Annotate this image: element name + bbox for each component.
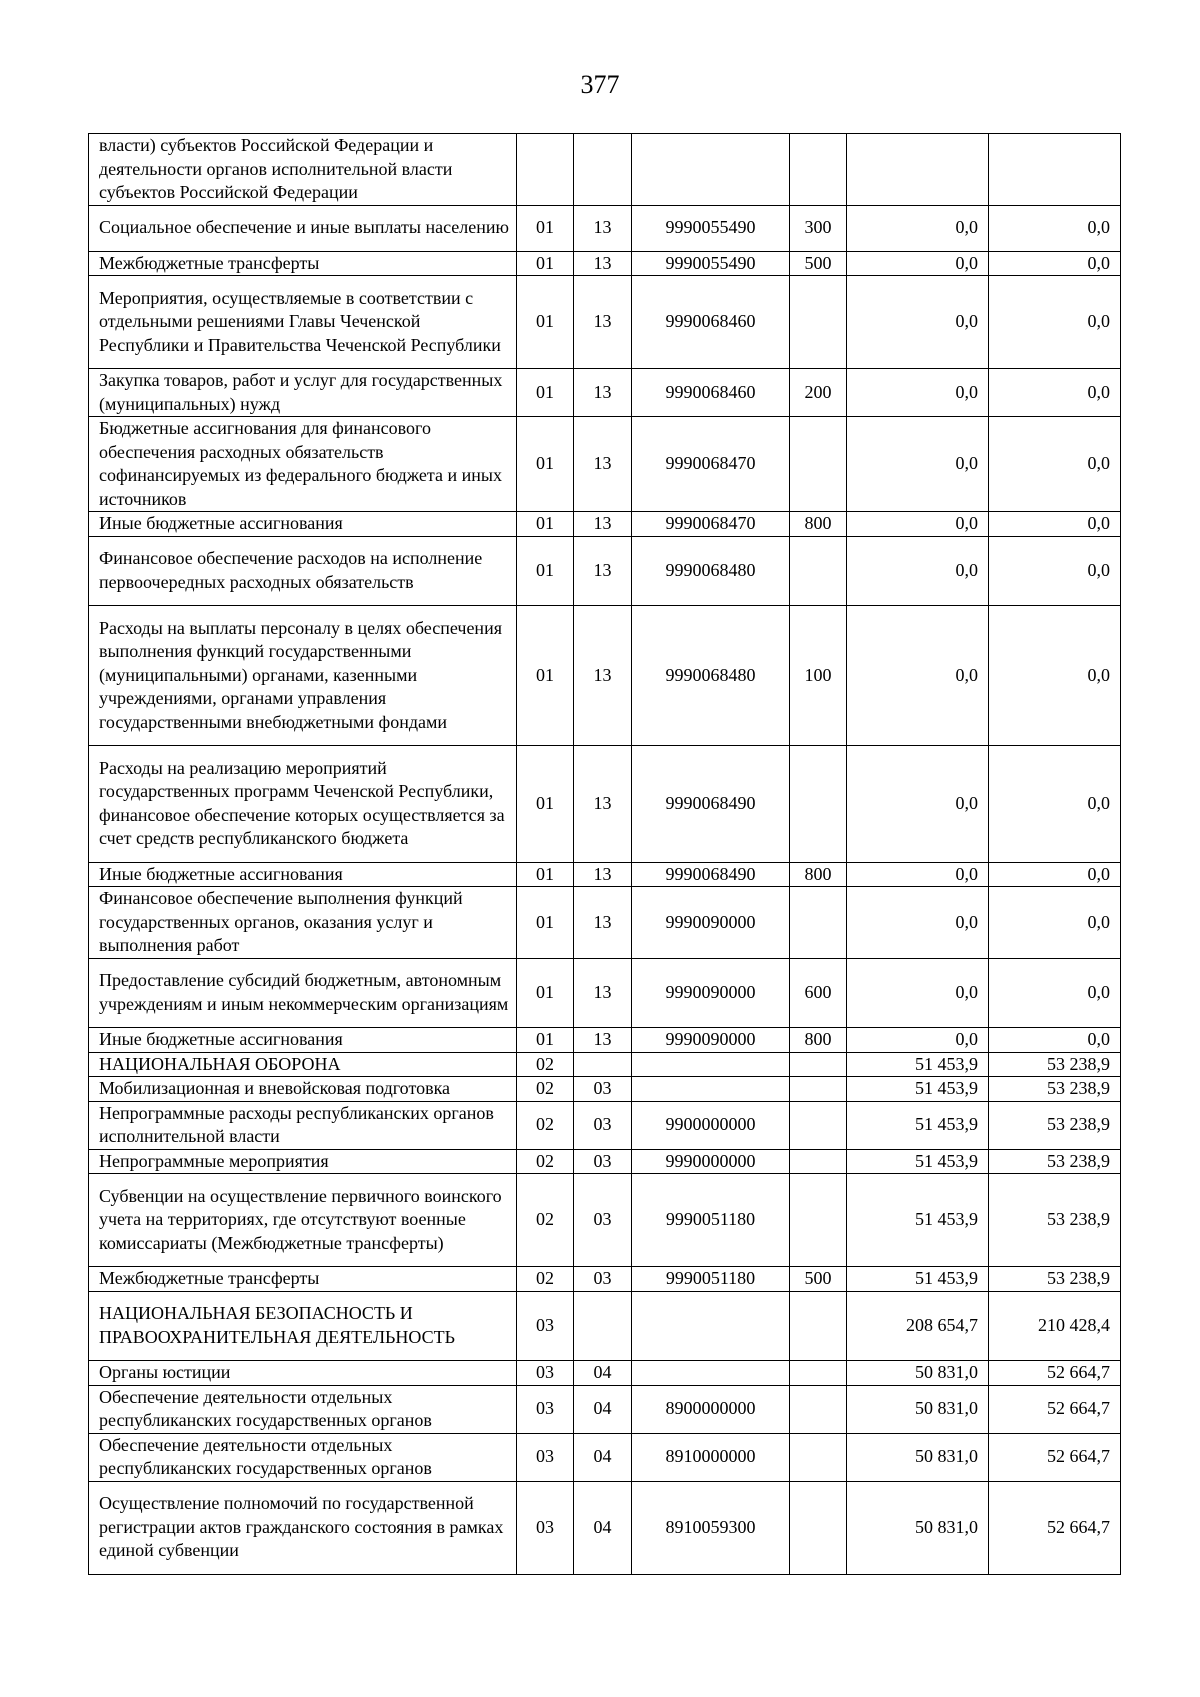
row-name-cell: НАЦИОНАЛЬНАЯ БЕЗОПАСНОСТЬ И ПРАВООХРАНИТЕЛЬНАЯ ДЕЯТЕЛЬНОСТЬ [89, 1291, 517, 1361]
target-article-cell: 8910000000 [632, 1433, 790, 1481]
table-row [89, 1267, 1121, 1292]
row-name-cell: Мероприятия, осуществляемые в соответствии с отдельными решениями Главы Чеченской Республики и Правительства Чеченской Республики [89, 276, 517, 369]
amount-year2-cell: 53 238,9 [989, 1077, 1121, 1102]
amount-year1-cell: 0,0 [847, 276, 989, 369]
row-name-cell: Обеспечение деятельности отдельных республиканских государственных органов [89, 1385, 517, 1433]
subsection-code-cell: 13 [574, 606, 632, 746]
section-code-cell: 01 [517, 1028, 574, 1053]
target-article-cell [632, 1077, 790, 1102]
section-code-cell: 02 [517, 1267, 574, 1292]
table-row [89, 1433, 1121, 1481]
table-row [89, 369, 1121, 417]
target-article-cell: 9990068470 [632, 417, 790, 512]
expense-type-cell [790, 536, 847, 606]
expense-type-cell: 500 [790, 1267, 847, 1292]
amount-year2-cell: 53 238,9 [989, 1149, 1121, 1174]
section-code-cell: 02 [517, 1077, 574, 1102]
target-article-cell: 8900000000 [632, 1385, 790, 1433]
target-article-cell: 9990068460 [632, 276, 790, 369]
target-article-cell: 9990055490 [632, 205, 790, 251]
row-name-cell: Мобилизационная и вневойсковая подготовка [89, 1077, 517, 1102]
amount-year1-cell: 51 453,9 [847, 1052, 989, 1077]
amount-year1-cell: 0,0 [847, 251, 989, 276]
table-row [89, 1101, 1121, 1149]
amount-year2-cell: 0,0 [989, 205, 1121, 251]
table-row [89, 1052, 1121, 1077]
amount-year1-cell: 0,0 [847, 746, 989, 863]
amount-year2-cell: 53 238,9 [989, 1101, 1121, 1149]
section-code-cell: 02 [517, 1174, 574, 1267]
row-name-cell: Бюджетные ассигнования для финансового обеспечения расходных обязательств софинансируемых из федерального бюджета и иных источников [89, 417, 517, 512]
table-row [89, 205, 1121, 251]
target-article-cell: 9990068480 [632, 606, 790, 746]
row-name-cell: Финансовое обеспечение выполнения функций государственных органов, оказания услуг и выполнения работ [89, 887, 517, 959]
amount-year1-cell: 0,0 [847, 606, 989, 746]
amount-year1-cell: 51 453,9 [847, 1077, 989, 1102]
target-article-cell [632, 1052, 790, 1077]
table-row [89, 1077, 1121, 1102]
expense-type-cell: 200 [790, 369, 847, 417]
table-row [89, 887, 1121, 959]
subsection-code-cell: 03 [574, 1149, 632, 1174]
target-article-cell [632, 134, 790, 206]
row-name-cell: Субвенции на осуществление первичного воинского учета на территориях, где отсутствуют военные комиссариаты (Межбюджетные трансферты) [89, 1174, 517, 1267]
section-code-cell: 01 [517, 746, 574, 863]
table-row [89, 606, 1121, 746]
amount-year2-cell: 52 664,7 [989, 1433, 1121, 1481]
expense-type-cell [790, 1361, 847, 1386]
section-code-cell: 01 [517, 606, 574, 746]
amount-year2-cell: 0,0 [989, 746, 1121, 863]
row-name-cell: Непрограммные мероприятия [89, 1149, 517, 1174]
subsection-code-cell: 13 [574, 251, 632, 276]
expense-type-cell [790, 276, 847, 369]
amount-year2-cell: 0,0 [989, 276, 1121, 369]
expense-type-cell [790, 1174, 847, 1267]
table-row [89, 746, 1121, 863]
subsection-code-cell: 13 [574, 369, 632, 417]
amount-year1-cell: 51 453,9 [847, 1149, 989, 1174]
section-code-cell: 03 [517, 1433, 574, 1481]
table-body [89, 134, 1121, 1575]
expense-type-cell [790, 746, 847, 863]
amount-year1-cell: 50 831,0 [847, 1385, 989, 1433]
amount-year1-cell: 51 453,9 [847, 1101, 989, 1149]
amount-year2-cell: 0,0 [989, 862, 1121, 887]
target-article-cell: 9990068490 [632, 862, 790, 887]
amount-year2-cell: 52 664,7 [989, 1481, 1121, 1574]
section-code-cell [517, 134, 574, 206]
row-name-cell: Обеспечение деятельности отдельных республиканских государственных органов [89, 1433, 517, 1481]
amount-year1-cell: 0,0 [847, 369, 989, 417]
target-article-cell: 9990000000 [632, 1149, 790, 1174]
amount-year1-cell: 0,0 [847, 862, 989, 887]
amount-year2-cell: 0,0 [989, 958, 1121, 1028]
amount-year2-cell: 0,0 [989, 251, 1121, 276]
expense-type-cell: 800 [790, 512, 847, 537]
section-code-cell: 01 [517, 512, 574, 537]
row-name-cell: Межбюджетные трансферты [89, 251, 517, 276]
amount-year2-cell: 52 664,7 [989, 1361, 1121, 1386]
section-code-cell: 01 [517, 887, 574, 959]
subsection-code-cell [574, 1291, 632, 1361]
amount-year1-cell: 0,0 [847, 536, 989, 606]
target-article-cell: 9990090000 [632, 1028, 790, 1053]
expense-type-cell [790, 1101, 847, 1149]
row-name-cell: власти) субъектов Российской Федерации и деятельности органов исполнительной власти субъектов Российской Федерации [89, 134, 517, 206]
expense-type-cell [790, 417, 847, 512]
table-row [89, 1361, 1121, 1386]
expense-type-cell: 800 [790, 1028, 847, 1053]
target-article-cell: 9990055490 [632, 251, 790, 276]
amount-year2-cell: 0,0 [989, 887, 1121, 959]
expense-type-cell [790, 1149, 847, 1174]
amount-year2-cell: 210 428,4 [989, 1291, 1121, 1361]
target-article-cell: 9990068480 [632, 536, 790, 606]
budget-table [88, 133, 1121, 1575]
table-row [89, 1385, 1121, 1433]
subsection-code-cell: 13 [574, 958, 632, 1028]
section-code-cell: 01 [517, 276, 574, 369]
section-code-cell: 01 [517, 417, 574, 512]
section-code-cell: 03 [517, 1361, 574, 1386]
section-code-cell: 03 [517, 1291, 574, 1361]
table-row [89, 512, 1121, 537]
subsection-code-cell: 13 [574, 417, 632, 512]
table-row [89, 134, 1121, 206]
amount-year1-cell: 0,0 [847, 887, 989, 959]
amount-year1-cell: 0,0 [847, 958, 989, 1028]
table-row [89, 1028, 1121, 1053]
amount-year1-cell: 0,0 [847, 205, 989, 251]
subsection-code-cell: 13 [574, 276, 632, 369]
table-row [89, 251, 1121, 276]
table-row [89, 276, 1121, 369]
section-code-cell: 01 [517, 862, 574, 887]
table-row [89, 958, 1121, 1028]
expense-type-cell: 300 [790, 205, 847, 251]
page-number: 377 [580, 70, 620, 99]
target-article-cell: 9990090000 [632, 958, 790, 1028]
expense-type-cell [790, 1385, 847, 1433]
section-code-cell: 01 [517, 369, 574, 417]
amount-year2-cell: 53 238,9 [989, 1052, 1121, 1077]
amount-year2-cell: 0,0 [989, 417, 1121, 512]
table-row [89, 1291, 1121, 1361]
row-name-cell: Предоставление субсидий бюджетным, автономным учреждениям и иным некоммерческим организациям [89, 958, 517, 1028]
target-article-cell: 9990051180 [632, 1174, 790, 1267]
amount-year1-cell [847, 134, 989, 206]
amount-year2-cell: 52 664,7 [989, 1385, 1121, 1433]
target-article-cell: 9990090000 [632, 887, 790, 959]
row-name-cell: Финансовое обеспечение расходов на исполнение первоочередных расходных обязательств [89, 536, 517, 606]
row-name-cell: НАЦИОНАЛЬНАЯ ОБОРОНА [89, 1052, 517, 1077]
row-name-cell: Органы юстиции [89, 1361, 517, 1386]
target-article-cell: 8910059300 [632, 1481, 790, 1574]
section-code-cell: 01 [517, 205, 574, 251]
expense-type-cell: 800 [790, 862, 847, 887]
subsection-code-cell: 13 [574, 205, 632, 251]
subsection-code-cell [574, 1052, 632, 1077]
section-code-cell: 02 [517, 1052, 574, 1077]
section-code-cell: 01 [517, 958, 574, 1028]
subsection-code-cell: 03 [574, 1077, 632, 1102]
subsection-code-cell: 13 [574, 887, 632, 959]
amount-year2-cell: 0,0 [989, 1028, 1121, 1053]
amount-year1-cell: 50 831,0 [847, 1361, 989, 1386]
amount-year1-cell: 0,0 [847, 417, 989, 512]
subsection-code-cell: 13 [574, 536, 632, 606]
amount-year1-cell: 50 831,0 [847, 1433, 989, 1481]
target-article-cell [632, 1361, 790, 1386]
amount-year1-cell: 51 453,9 [847, 1267, 989, 1292]
subsection-code-cell: 04 [574, 1481, 632, 1574]
table-row [89, 1481, 1121, 1574]
expense-type-cell [790, 887, 847, 959]
section-code-cell: 01 [517, 536, 574, 606]
row-name-cell: Расходы на реализацию мероприятий государственных программ Чеченской Республики, финансовое обеспечение которых осуществляется за счет средств республиканского бюджета [89, 746, 517, 863]
expense-type-cell: 500 [790, 251, 847, 276]
row-name-cell: Иные бюджетные ассигнования [89, 862, 517, 887]
table-row [89, 536, 1121, 606]
amount-year2-cell: 0,0 [989, 536, 1121, 606]
expense-type-cell [790, 1291, 847, 1361]
expense-type-cell [790, 1077, 847, 1102]
amount-year1-cell: 50 831,0 [847, 1481, 989, 1574]
subsection-code-cell: 03 [574, 1174, 632, 1267]
subsection-code-cell: 04 [574, 1433, 632, 1481]
row-name-cell: Социальное обеспечение и иные выплаты населению [89, 205, 517, 251]
amount-year2-cell: 0,0 [989, 512, 1121, 537]
table-row [89, 862, 1121, 887]
subsection-code-cell [574, 134, 632, 206]
amount-year1-cell: 51 453,9 [847, 1174, 989, 1267]
row-name-cell: Иные бюджетные ассигнования [89, 512, 517, 537]
target-article-cell: 9990068460 [632, 369, 790, 417]
expense-type-cell: 600 [790, 958, 847, 1028]
amount-year2-cell: 0,0 [989, 369, 1121, 417]
subsection-code-cell: 13 [574, 746, 632, 863]
amount-year2-cell: 53 238,9 [989, 1267, 1121, 1292]
amount-year1-cell: 208 654,7 [847, 1291, 989, 1361]
target-article-cell [632, 1291, 790, 1361]
row-name-cell: Межбюджетные трансферты [89, 1267, 517, 1292]
amount-year1-cell: 0,0 [847, 512, 989, 537]
expense-type-cell [790, 1433, 847, 1481]
table-row [89, 417, 1121, 512]
expense-type-cell: 100 [790, 606, 847, 746]
row-name-cell: Закупка товаров, работ и услуг для государственных (муниципальных) нужд [89, 369, 517, 417]
table-row [89, 1174, 1121, 1267]
subsection-code-cell: 03 [574, 1101, 632, 1149]
section-code-cell: 03 [517, 1481, 574, 1574]
amount-year2-cell: 53 238,9 [989, 1174, 1121, 1267]
row-name-cell: Осуществление полномочий по государственной регистрации актов гражданского состояния в рамках единой субвенции [89, 1481, 517, 1574]
expense-type-cell [790, 1481, 847, 1574]
subsection-code-cell: 04 [574, 1361, 632, 1386]
amount-year2-cell [989, 134, 1121, 206]
section-code-cell: 02 [517, 1101, 574, 1149]
subsection-code-cell: 13 [574, 512, 632, 537]
row-name-cell: Иные бюджетные ассигнования [89, 1028, 517, 1053]
section-code-cell: 02 [517, 1149, 574, 1174]
row-name-cell: Непрограммные расходы республиканских органов исполнительной власти [89, 1101, 517, 1149]
target-article-cell: 9990051180 [632, 1267, 790, 1292]
target-article-cell: 9990068490 [632, 746, 790, 863]
table-row [89, 1149, 1121, 1174]
target-article-cell: 9900000000 [632, 1101, 790, 1149]
subsection-code-cell: 13 [574, 1028, 632, 1053]
expense-type-cell [790, 134, 847, 206]
subsection-code-cell: 13 [574, 862, 632, 887]
row-name-cell: Расходы на выплаты персоналу в целях обеспечения выполнения функций государственными (муниципальными) органами, казенными учреждениями, органами управления государственными внебюджетными фондами [89, 606, 517, 746]
section-code-cell: 01 [517, 251, 574, 276]
section-code-cell: 03 [517, 1385, 574, 1433]
subsection-code-cell: 03 [574, 1267, 632, 1292]
amount-year2-cell: 0,0 [989, 606, 1121, 746]
target-article-cell: 9990068470 [632, 512, 790, 537]
subsection-code-cell: 04 [574, 1385, 632, 1433]
expense-type-cell [790, 1052, 847, 1077]
amount-year1-cell: 0,0 [847, 1028, 989, 1053]
